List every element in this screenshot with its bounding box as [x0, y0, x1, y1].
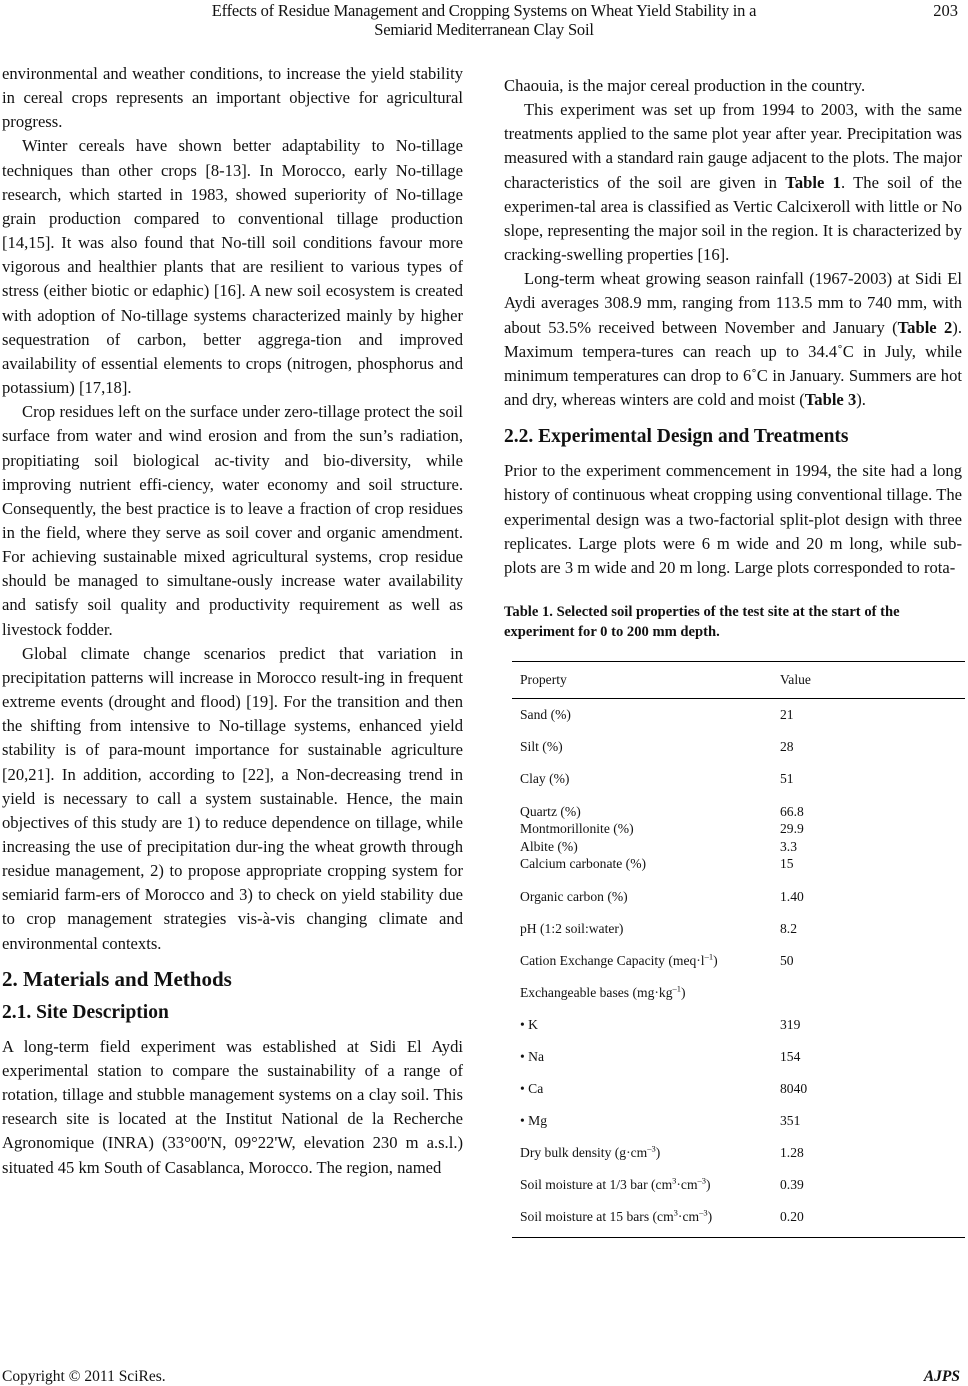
property-cell: [512, 1201, 772, 1238]
table-row: [512, 731, 965, 763]
table-row: [512, 913, 965, 945]
text-run: ): [655, 1144, 661, 1160]
value-cell: [772, 795, 965, 881]
table-row: [512, 698, 965, 731]
text-run: ): [706, 1176, 711, 1192]
property-cell: • Mg: [520, 1112, 548, 1128]
value-cell: 28: [780, 738, 794, 754]
text-run: ): [713, 952, 718, 968]
value-cell: 8040: [780, 1080, 808, 1096]
text-run: ·cm: [676, 1176, 698, 1192]
running-title-line1: Effects of Residue Management and Cropping Systems on Wheat Yield Stability in a: [211, 1, 757, 20]
text-run: Soil moisture at 1/3 bar (cm: [520, 1176, 673, 1192]
table-row-mineralogy: [512, 795, 965, 881]
table-caption: Table 1. Selected soil properties of the test site at the start of the experiment for 0 to 200 mm depth.: [504, 603, 900, 640]
value-cell: 1.28: [780, 1144, 804, 1160]
value-cell: 319: [780, 1016, 801, 1032]
paragraph: environmental and weather conditions, to increase the yield stability in cereal crops represents an important objective for agricultural progress.: [2, 64, 463, 132]
text-run: Dry bulk density (g·cm: [520, 1144, 648, 1160]
paragraph: Chaouia, is the major cereal production in the country.: [504, 76, 866, 95]
superscript: 3: [672, 1175, 677, 1186]
property-cell: [512, 795, 772, 881]
table-row: [512, 1105, 965, 1137]
paragraph: Winter cereals have shown better adaptability to No-tillage techniques than other crops [8-13]. In Morocco, early No-tillage research, which started in 1983, showed superiority of No-tillage grain production compared to conventional tillage production [14,15]. It was also found that No-till soil conditions favour more vigorous and healthier plants that are resilient to various types of stress (either biotic or edaphic) [16]. A new soil ecosystem is created with adoption of No-tillage systems characterized mainly by higher sequestration of carbon, better aggrega-tion and improved availability of essential elements to crops (nitrogen, phosphorus and potassium) [17,18].: [2, 136, 463, 398]
text-run: ): [707, 1208, 713, 1224]
value-label: 29.9: [780, 821, 804, 837]
property-cell: [512, 945, 772, 977]
paragraph: Global climate change scenarios predict that variation in precipitation patterns will increase in Morocco result-ing in frequent extreme events (drought and flood) [19]. For the transition and then the shifting from intensive to No-tillage systems, enhanced yield stability is of para-mount importance for sustainable agriculture [20,21]. In addition, according to [22], a Non-decreasing trend in yield is necessary to call a system sustainable. Hence, the main objectives of this study are 1) to reduce dependence on tillage, while increasing the use of precipitation dur-ing the wheat growth through residue management, 2) to propose appropriate cropping system for semiarid farm-ers of Morocco and 3) to check on yield stability due to crop management strategies vis-à-vis changing climate and environmental contexts.: [2, 643, 463, 953]
column-header-property: Property: [512, 661, 772, 698]
section-heading: 2. Materials and Methods: [2, 966, 232, 991]
value-label: 15: [780, 856, 794, 872]
paragraph: Crop residues left on the surface under zero-tillage protect the soil surface from water and wind erosion and from the sun’s radiation, propitiating soil biological ac-tivity and bio-diversity, while improving nutrient effi-ciency, water economy and soil structure. Consequently, the best practice is to leave a fraction of crop residues in the field, where they serve as soil cover and organic amendment. For achieving sustainable mixed agricultural systems, crop residue should be managed to simultane-ously increase water availability and satisfy soil quality and productivity requirement as well as livestock fodder.: [2, 402, 463, 639]
text-run: ·cm: [677, 1208, 700, 1224]
property-cell: [512, 1137, 772, 1169]
property-cell: Sand (%): [520, 706, 571, 722]
property-cell: • K: [520, 1016, 538, 1032]
superscript: 3: [673, 1207, 678, 1218]
value-cell: 8.2: [780, 920, 797, 936]
superscript: –3: [647, 1143, 656, 1154]
property-label: Calcium carbonate (%): [520, 856, 647, 872]
property-cell: Clay (%): [520, 770, 570, 786]
table-row: [512, 1169, 965, 1201]
property-label: Quartz (%): [520, 803, 581, 819]
journal-abbreviation: AJPS: [923, 1368, 960, 1385]
property-label: Montmorillonite (%): [520, 821, 634, 837]
value-cell: 50: [780, 952, 794, 968]
value-cell: 0.20: [772, 1201, 965, 1238]
property-cell: pH (1:2 soil:water): [520, 920, 624, 936]
table-row: [512, 1041, 965, 1073]
table-reference-link[interactable]: Table 1: [785, 172, 841, 192]
superscript: –3: [697, 1175, 707, 1186]
table-reference-link[interactable]: Table 2: [897, 317, 953, 337]
subsection-heading: 2.2. Experimental Design and Treatments: [504, 426, 849, 448]
subsection-heading: 2.1. Site Description: [2, 1001, 169, 1023]
soil-properties-table: [512, 661, 965, 1238]
table-row: [512, 1073, 965, 1105]
value-cell: 0.39: [780, 1176, 804, 1192]
value-cell: 51: [780, 770, 794, 786]
superscript: –1: [672, 983, 681, 994]
paragraph: [504, 98, 962, 267]
text-run: ): [681, 984, 686, 1000]
running-title-line2: Semiarid Mediterranean Clay Soil: [374, 20, 594, 39]
value-label: 66.8: [780, 803, 804, 819]
property-cell: • Na: [520, 1048, 545, 1064]
text-run: ).: [856, 390, 866, 410]
page-number: 203: [933, 1, 958, 20]
table-reference-link[interactable]: Table 3: [804, 390, 857, 410]
paragraph: Prior to the experiment commencement in 1994, the site had a long history of continuous wheat cropping using conventional tillage. The experimental design was a two-factorial split-plot design with three replicates. Large plots were 6 m wide and 20 m long, while sub-plots are 3 m wide and 20 m long. Large plots corresponded to rota-: [504, 461, 962, 577]
table-row: [512, 1137, 965, 1169]
right-column: [504, 74, 962, 1238]
table-row: [512, 1201, 965, 1238]
property-cell: Organic carbon (%): [520, 888, 628, 904]
superscript: –3: [699, 1207, 708, 1218]
paragraph: A long-term field experiment was established at Sidi El Aydi experimental station to compare the sustainability of a range of rotation, tillage and stubble management systems on a clay soil. This research site is located at the Institut National de la Recherche Agronomique (INRA) (33°00'N, 09°22'W, elevation 230 m a.s.l.) situated 45 km South of Casablanca, Morocco. The region, named: [2, 1036, 463, 1177]
table-row: [512, 945, 965, 977]
table-row: [512, 763, 965, 795]
text-run: . The soil of the experimen-tal area is classified as Vertic Calcixeroll with little or No slope, representing the major soil in the region. It is characterized by cracking-swelling properties [16].: [504, 172, 962, 265]
property-cell: • Ca: [520, 1080, 544, 1096]
copyright-notice: Copyright © 2011 SciRes.: [2, 1368, 166, 1385]
superscript: –1: [704, 951, 714, 962]
value-cell: 1.40: [780, 888, 804, 904]
paragraph: [504, 267, 962, 412]
value-label: 3.3: [780, 838, 797, 854]
table-row: [512, 977, 965, 1009]
text-run: This experiment was set up from 1994 to 2003, with the same treatments applied to the same plot year after year. Precipitation was measured with a standard rain gauge adjacent to the plots. The major characteristics of the soil are given in: [504, 100, 962, 192]
value-cell: [772, 977, 965, 1009]
running-header: [0, 0, 968, 44]
table-row: [512, 881, 965, 913]
value-cell: 154: [780, 1048, 801, 1064]
value-cell: 351: [780, 1112, 801, 1128]
property-cell: Silt (%): [520, 738, 563, 754]
text-run: Cation Exchange Capacity (meq·l: [520, 952, 705, 968]
table-row: [512, 1009, 965, 1041]
property-cell: [512, 1169, 772, 1201]
property-cell: [512, 977, 772, 1009]
text-run: Soil moisture at 15 bars (cm: [520, 1208, 674, 1224]
left-column: [2, 62, 463, 1180]
text-run: ). Maximum tempera-tures can reach up to 34.4˚C in July, while minimum temperatures can drop to 6˚C in January. Summers are hot and dry, whereas winters are cold and moist (: [504, 317, 962, 410]
table-header-row: [512, 661, 965, 698]
text-run: Exchangeable bases (mg·kg: [520, 984, 673, 1000]
text-run: Long-term wheat growing season rainfall (1967-2003) at Sidi El Aydi averages 308.9 mm, ranging from 113.5 mm to 740 mm, with about 53.5% received between November and January (: [504, 269, 962, 337]
column-header-value: Value: [772, 661, 965, 698]
property-label: Albite (%): [520, 838, 578, 854]
value-cell: 21: [780, 706, 794, 722]
